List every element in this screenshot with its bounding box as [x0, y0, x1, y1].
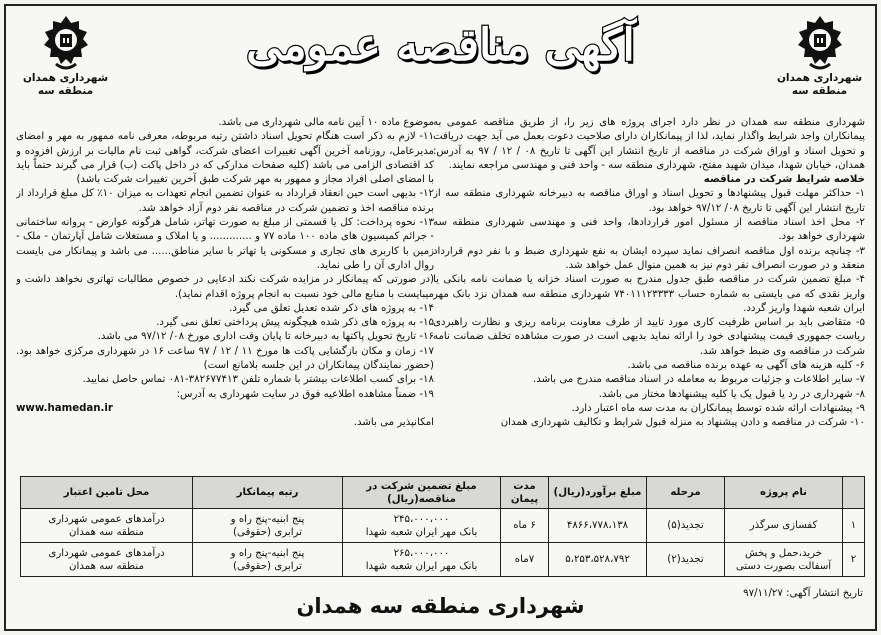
cell-rank — [193, 543, 343, 577]
cell-funding — [21, 509, 193, 543]
table-row — [21, 543, 865, 577]
conditions-subheading: خلاصه شرایط شرکت در مناقصه — [703, 174, 865, 186]
condition-item-19-tail: امکانپذیر می باشد. — [353, 417, 434, 429]
cell-guarantee — [343, 543, 501, 577]
cell-stage: تجدید(۲) — [647, 543, 725, 577]
col-header-project: نام پروژه — [725, 477, 843, 509]
table-header-row — [21, 477, 865, 509]
table-row — [21, 509, 865, 543]
intro-paragraph: شهرداری منطقه سه همدان در نظر دارد اجرای پروژه های زیر را، از طریق مناقصه عمومی به پیمانکاران واجد شرایط واگذار نماید، لذا از پیمانکاران دارای صلاحیت دعوت بعمل می آید جهت دریافت و تحویل اسناد و اوراق شرکت در مناقصه از تاریخ انتشار این آگهی تا تاریخ ۰۸ / ۱۲ / ۹۷ به آدرس: همدان، خیابان شهدا، میدان شهید مفتح، شهرداری منطقه سه - واحد فنی و مهندسی مراجعه نمایند. — [433, 117, 865, 171]
condition-item-13-note: (در صورتی که پیمانکار در مزایده شرکت نکند ادعایی در خصوص مطالبات تهاتری نخواهد داشت و میبایست با منابع مالی خود نسبت به انجام پروژه اقدام نماید). — [16, 274, 434, 300]
condition-item-10: ۱۰- شرکت در مناقصه و دادن پیشنهاد به منزله قبول شرایط و تکالیف شهرداری همدان — [500, 417, 865, 429]
funding-line-2: منطقه سه همدان — [69, 560, 144, 572]
col-header-duration: مدت پیمان — [501, 477, 549, 509]
conditions-column-left — [16, 116, 434, 474]
condition-item-5: ۵- متقاضی باید بر اساس ظرفیت کاری مورد تایید از طرف معاونت برنامه ریزی و نظارت راهبردی ریاست جمهوری قیمت پیشنهادی خود را ارائه نماید بدیهی است در صورت مشاهده تخلف ضمانت نامه شرکت در مناقصه وی ضبط خواهد شد. — [433, 317, 865, 357]
cell-project: خرید،حمل و پخش آسفالت بصورت دستی — [725, 543, 843, 577]
condition-item-16: ۱۶- تاریخ تحویل پاکتها به دبیرخانه تا پایان وقت اداری مورخ ۰۸/ ۹۷/۱۲ می باشد. — [97, 331, 434, 343]
condition-item-13: ۱۳- نحوه پرداخت: کل یا قسمتی از مبلغ به صورت تهاتر، شامل هرگونه عوارض - پروانه ساختمانی - جرائم کمیسیون های ماده ۱۰۰ ماده ۷۷ و ............. و یا املاک و مستغلات شامل آپارتمان - ملک - زمین با کاربری های تجاری و مسکونی یا تهاتر با سایر مناطق...... می باشد و پیمانکار می بایست روال اداری آن را طی نماید. — [16, 217, 434, 271]
condition-item-12: ۱۲- بدیهی است حین انعقاد قرارداد به عنوان تضمین انجام تعهدات به میزان ۱۰٪ کل مبلغ قرارداد از برنده مناقصه اخذ و تضمین شرکت در مناقصه نفر دوم آزاد خواهد شد. — [16, 188, 434, 214]
condition-item-7: ۷- سایر اطلاعات و جزئیات مربوط به معامله در اسناد مناقصه مندرج می باشد. — [533, 374, 865, 386]
col-header-no — [843, 477, 865, 509]
cell-stage: تجدید(۵) — [647, 509, 725, 543]
conditions-column-right — [433, 116, 865, 474]
cell-funding — [21, 543, 193, 577]
condition-item-18: ۱۸- برای کسب اطلاعات بیشتر با شماره تلفن ۳۸۲۶۷۷۴۱۳-۰۸۱ تماس حاصل نمایید. — [82, 374, 434, 386]
col-header-funding: محل تامین اعتبار — [21, 477, 193, 509]
municipality-logo-icon — [795, 14, 845, 72]
logo-left-caption-1: شهرداری همدان — [22, 72, 109, 84]
rank-line-2: ترابری (حقوقی) — [233, 560, 302, 572]
rank-line-1: پنج ابنیه-پنج راه و — [230, 547, 305, 559]
col-header-stage: مرحله — [647, 477, 725, 509]
header — [6, 6, 875, 118]
condition-item-6: ۶- کلیه هزینه های آگهی به عهده برنده مناقصه می باشد. — [627, 360, 865, 372]
logo-right-caption-1: شهرداری همدان — [776, 72, 863, 84]
publication-date: تاریخ انتشار آگهی: ۹۷/۱۱/۲۷ — [743, 588, 863, 599]
cell-duration: ۷ماه — [501, 543, 549, 577]
logo-left-caption-2: منطقه سه — [37, 85, 94, 97]
cell-no: ۲ — [843, 543, 865, 577]
col-header-guarantee: مبلغ تضمین شرکت در مناقصه(ریال) — [343, 477, 501, 509]
rank-line-1: پنج ابنیه-پنج راه و — [230, 513, 305, 525]
logo-right — [772, 14, 867, 98]
condition-item-9: ۹- پیشنهادات ارائه شده توسط پیمانکاران به مدت سه ماه اعتبار دارد. — [571, 402, 865, 414]
notice-page — [4, 4, 877, 631]
col-header-rank: رتبه پیمانکار — [193, 477, 343, 509]
col-header-estimate: مبلغ برآورد(ریال) — [549, 477, 647, 509]
condition-item-11: ۱۱- لازم به ذکر است هنگام تحویل اسناد داشتن رتبه مربوطه، معرفی نامه ممهور به مهر و امضای مدیرعامل، روزنامه آخرین آگهی تغییرات اعضای شرکت، گواهی ثبت نام مالیات بر ارزش افزوده و کد اقتصادی الزامی می باشد (کلیه صفحات مدارکی که در داخل پاکت (ب) قرار می گیرند حتماً باید با امضای اصلی افراد مجاز و ممهور به مهر شرکت طبق آخرین تغییرات شرکت باشد) — [16, 131, 434, 186]
condition-item-4: ۴- مبلغ تضمین شرکت در مناقصه طبق جدول مندرج به صورت اسناد خزانه یا ضمانت نامه بانکی یا واریز نقدی که می بایستی به شماره حساب ۷۴۰۱۱۱۲۳۳۳۳ شهرداری منطقه سه همدان نزد بانک مهر ایران شعبه شهدا واریز گردد. — [433, 274, 865, 314]
condition-item-14: ۱۴- به پروژه های ذکر شده تعدیل تعلق می گیرد. — [229, 302, 434, 314]
logo-right-caption-2: منطقه سه — [791, 85, 848, 97]
website-link[interactable]: www.hamedan.ir — [16, 402, 113, 414]
municipality-logo-icon — [41, 14, 91, 72]
page-title: آگهی مناقصه عمومی — [246, 20, 635, 71]
condition-item-15: ۱۵- به پروژه های ذکر شده هیچگونه پیش پرداختی تعلق نمی گیرد. — [156, 317, 434, 329]
guarantee-bank: بانک مهر ایران شعبه شهدا — [365, 526, 478, 538]
funding-line-2: منطقه سه همدان — [69, 526, 144, 538]
condition-item-17: ۱۷- زمان و مکان بازگشایی پاکت ها مورخ ۱۱ / ۱۲ / ۹۷ ساعت ۱۶ در شهرداری مرکزی خواهد بود.(حضور نمایندگان پیمانکاران در این جلسه بلامانع است) — [16, 345, 434, 372]
condition-item-10-cont: موضوع ماده ۱۰ آیین نامه مالی شهرداری می باشد. — [218, 117, 434, 128]
guarantee-amount: ۲۴۵،۰۰۰،۰۰۰ — [393, 513, 450, 525]
guarantee-amount: ۲۶۵،۰۰۰،۰۰۰ — [393, 547, 450, 559]
funding-line-1: درآمدهای عمومی شهرداری — [48, 547, 165, 559]
cell-estimate: ۴۸۶۶،۷۷۸،۱۳۸ — [549, 509, 647, 543]
cell-no: ۱ — [843, 509, 865, 543]
footer — [6, 588, 875, 618]
footer-title: شهرداری منطقه سه همدان — [296, 594, 585, 618]
cell-project: کفسازی سرگذر — [725, 509, 843, 543]
cell-estimate: ۵،۲۵۳،۵۲۸،۷۹۲ — [549, 543, 647, 577]
condition-item-2: ۲- محل اخذ اسناد مناقصه از مسئول امور قراردادها، واحد فنی و مهندسی شهرداری منطقه سه شهرداری خواهد بود. — [433, 217, 865, 243]
condition-item-19: ۱۹- ضمناً مشاهده اطلاعیه فوق در سایت شهرداری به آدرس: — [176, 388, 434, 400]
condition-item-1: ۱- حداکثر مهلت قبول پیشنهادها و تحویل اسناد و اوراق مناقصه به دبیرخانه شهرداری منطقه سه از تاریخ انتشار این آگهی تا تاریخ ۰۸/ ۹۷/۱۲ خواهد بود. — [433, 188, 865, 214]
funding-line-1: درآمدهای عمومی شهرداری — [48, 513, 165, 525]
rank-line-2: ترابری (حقوقی) — [233, 526, 302, 538]
condition-item-8: ۸- شهرداری در رد یا قبول یک یا کلیه پیشنهادها مختار می باشد. — [598, 388, 865, 400]
cell-guarantee — [343, 509, 501, 543]
logo-left — [18, 14, 113, 98]
condition-item-3: ۳- چنانچه برنده اول مناقصه انصراف نماید سپرده ایشان به نفع شهرداری ضبط و با نفر دوم قرارداد منعقد و در صورت انصراف نفر دوم نیز به همین منوال عمل خواهد شد. — [433, 245, 865, 271]
cell-rank — [193, 509, 343, 543]
cell-duration: ۶ ماه — [501, 509, 549, 543]
projects-table — [20, 476, 865, 577]
guarantee-bank: بانک مهر ایران شعبه شهدا — [365, 560, 478, 572]
